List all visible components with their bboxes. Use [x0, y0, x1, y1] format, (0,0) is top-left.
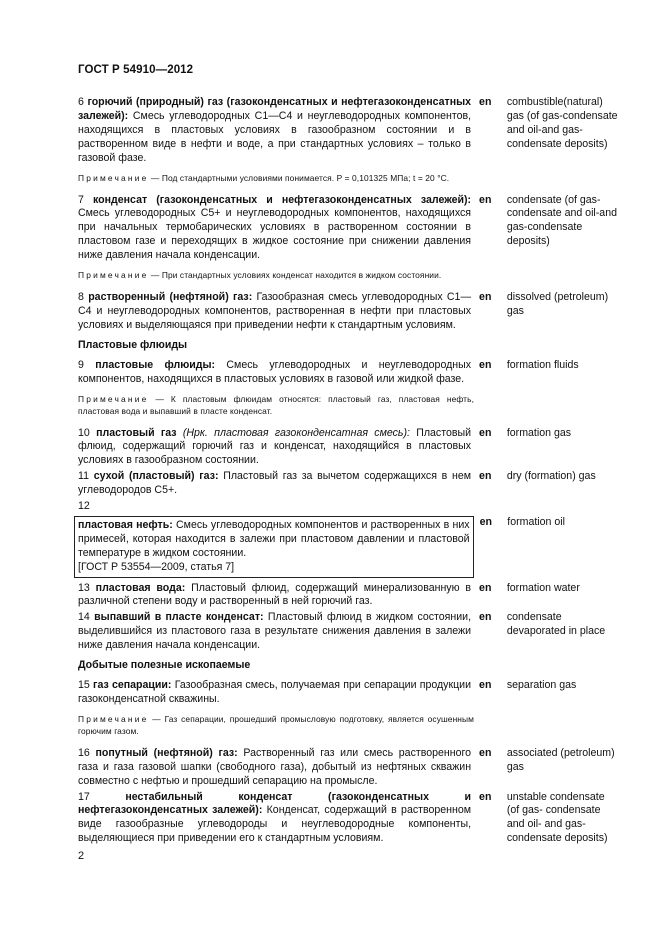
note-text: — Газ сепарации, прошедший промысловую подготовку, является осушенным горючим газом.	[78, 713, 474, 736]
term-text	[78, 747, 471, 789]
term-entry-15	[78, 679, 618, 707]
note-9	[78, 393, 474, 417]
term-text	[78, 96, 471, 166]
term-english: combustible(natural) gas (of gas-condensate and oil-and gas-condensate deposits)	[506, 96, 618, 150]
term-english: condensate (of gas-condensate and oil-and gas-condensate deposits)	[506, 193, 617, 248]
term-number-12: 12	[78, 500, 90, 513]
term-english: formation water	[506, 581, 580, 594]
term-text	[78, 194, 471, 264]
note-label: Примечание	[78, 172, 149, 183]
lang-code: en	[479, 746, 492, 759]
term-english: formation oil	[507, 515, 565, 528]
term-number: 17	[78, 790, 90, 803]
lang-code: en	[479, 611, 492, 624]
note-7	[78, 269, 474, 281]
term-text-boxed	[74, 516, 474, 578]
section-heading: Пластовые флюиды	[78, 338, 188, 351]
term-text	[78, 791, 471, 847]
lang-code: en	[479, 358, 492, 371]
lang-code: en	[479, 470, 492, 483]
term-number: 13	[78, 581, 90, 594]
term-number: 9	[78, 358, 84, 371]
term-definition: Смесь углеводородных компонентов и растворенных в них примесей, которая находится в залежи при пластовом давлении и пластовой температуре в жидком состоянии.	[78, 518, 470, 559]
lang-code: en	[479, 193, 492, 206]
term-number: 16	[78, 746, 90, 759]
term-definition: Конденсат, содержащий в растворенном виде газообразные углеводороды и неуглеводородные компоненты, выделяющиеся при приведении его к стандартным условиям.	[78, 804, 472, 845]
term-name: пластовая нефть:	[78, 518, 173, 531]
term-entry-9	[78, 359, 618, 387]
term-entry-11	[78, 470, 618, 498]
terms-list	[78, 96, 618, 846]
note-6	[78, 172, 474, 184]
term-reference: [ГОСТ Р 53554—2009, статья 7]	[78, 560, 235, 573]
term-number: 8	[78, 291, 84, 304]
term-definition: Растворенный газ или смесь растворенного газа и газа газовой шапки (свободного газа), добытый из нефтяных скважин совместно с нефтью и прошедший сепарацию на промысле.	[78, 746, 472, 787]
term-text	[78, 427, 471, 469]
term-entry-16	[78, 747, 618, 789]
term-entry-10	[78, 427, 618, 469]
term-name: растворенный (нефтяной) газ:	[88, 291, 253, 304]
term-name: нестабильный конденсат (газоконденсатных и нефтегазоконденсатных залежей):	[78, 790, 472, 817]
term-english: associated (petroleum) gas	[506, 746, 615, 773]
note-text: — Под стандартными условиями понимается. P = 0,101325 МПа; t = 20 °C.	[150, 172, 450, 183]
term-english: formation gas	[506, 426, 572, 439]
term-text	[78, 582, 471, 610]
note-label: Примечание	[78, 270, 149, 281]
term-number: 14	[78, 611, 90, 624]
lang-code: en	[479, 96, 492, 108]
term-definition: Смесь углеводородных C5+ и неуглеводородных компонентов, находящихся при начальных термобарических условиях в растворенном состоянии в пластовом газе и переходящих в жидкое состояние при снижении давления ниже давления начала конденсации.	[78, 207, 472, 262]
term-definition: Пластовый флюид, содержащий горючий газ и конденсат, находящийся в пластовых условиях в газообразном состоянии.	[78, 426, 472, 467]
term-deprecated: (Нрк. пластовая газоконденсатная смесь):	[182, 426, 410, 439]
term-entry-7	[78, 194, 618, 264]
term-english: dry (formation) gas	[506, 470, 596, 483]
term-text	[78, 359, 471, 387]
term-name: пластовый газ	[96, 426, 177, 439]
term-entry-12	[78, 516, 618, 578]
term-text	[78, 611, 471, 653]
term-name: пластовая вода:	[95, 581, 186, 594]
term-name: пластовые флюиды:	[95, 358, 216, 371]
term-entry-13	[78, 582, 618, 610]
term-name: выпавший в пласте конденсат:	[94, 611, 264, 624]
term-text	[78, 470, 471, 498]
term-definition: Пластовый флюид в жидком состоянии, выделившийся из пластового газа в результате снижения давления в залежи ниже давления начала конденсации.	[78, 611, 472, 652]
page-number: 2	[78, 850, 85, 862]
section-heading: Добытые полезные ископаемые	[78, 659, 251, 672]
term-number: 15	[78, 679, 90, 691]
term-name: попутный (нефтяной) газ:	[95, 746, 238, 759]
term-name: конденсат (газоконденсатных и нефтегазоконденсатных залежей):	[93, 193, 472, 206]
term-entry-8	[78, 291, 618, 333]
term-definition: Газообразная смесь углеводородных C1—C4 и неуглеводородных компонентов, растворенная в нефти при пластовых условиях и выделяющаяся при приведении нефти к стандартным условиям.	[78, 291, 472, 331]
term-name: горючий (природный) газ (газоконденсатных и нефтегазоконденсатных залежей):	[78, 96, 472, 122]
note-text: — К пластовым флюидам относятся: пластовый газ, пластовая нефть, пластовая вода и выпавший в пласте конденсат.	[78, 393, 474, 416]
term-definition: Смесь углеводородных C1—C4 и неуглеводородных компонентов, находящихся в пластовых условиях в газообразном состоянии и в растворенном виде в нефти и воде, а при стандартных условиях – только в газовой фазе.	[78, 109, 472, 164]
lang-code: en	[479, 679, 492, 691]
term-english: condensate devaporated in place	[506, 611, 606, 638]
term-definition: Пластовый газ за вычетом содержащихся в нем углеводородов C5+.	[78, 470, 472, 497]
term-definition: Смесь углеводородных и неуглеводородных компонентов, находящихся в пластовых условиях в газовой или жидкой фазе.	[78, 358, 472, 385]
term-entry-17	[78, 791, 618, 847]
term-name: сухой (пластовый) газ:	[93, 470, 219, 483]
term-entry-14	[78, 611, 618, 653]
term-entry-6	[78, 96, 618, 166]
note-15	[78, 713, 474, 737]
term-number: 6	[78, 96, 84, 108]
term-english: dissolved (petroleum) gas	[506, 291, 609, 317]
term-text	[78, 291, 471, 333]
term-number: 10	[78, 426, 90, 439]
lang-code: en	[479, 790, 492, 803]
lang-code: en	[479, 515, 492, 528]
term-definition: Пластовый флюид, содержащий минерализованную в различной степени воду и растворенный в ней горючий газ.	[78, 581, 472, 608]
term-english: formation fluids	[506, 358, 579, 371]
lang-code: en	[479, 581, 492, 594]
lang-code: en	[479, 291, 492, 304]
note-label: Примечание	[78, 713, 149, 724]
term-number: 7	[78, 193, 84, 206]
term-english: unstable condensate (of gas- condensate and oil- and gas-condensate deposits)	[506, 790, 608, 845]
document-header: ГОСТ Р 54910—2012	[78, 64, 194, 76]
note-label: Примечание	[78, 393, 149, 404]
term-text	[78, 679, 471, 707]
term-name: газ сепарации:	[93, 679, 172, 691]
note-text: — При стандартных условиях конденсат находится в жидком состоянии.	[150, 270, 442, 281]
lang-code: en	[479, 426, 492, 439]
term-number: 11	[78, 470, 89, 483]
term-definition: Газообразная смесь, получаемая при сепарации продукции газоконденсатной скважины.	[78, 679, 472, 705]
term-english: separation gas	[506, 679, 577, 691]
